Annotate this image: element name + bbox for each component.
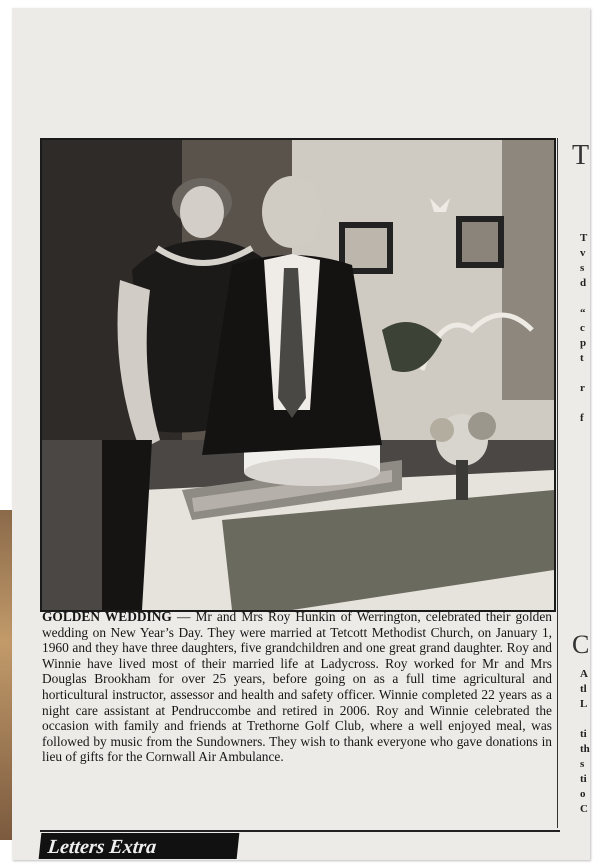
adjacent-column-line: s bbox=[580, 262, 585, 274]
adjacent-column-line: th bbox=[580, 743, 590, 755]
adjacent-column-line: d bbox=[580, 277, 587, 289]
adjacent-column-line: C bbox=[580, 803, 588, 815]
adjacent-column-line: r bbox=[580, 382, 585, 394]
adjacent-column-line bbox=[580, 713, 592, 728]
photo-caption bbox=[42, 609, 552, 765]
adjacent-column-line: L bbox=[580, 698, 588, 710]
section-title-banner bbox=[39, 833, 240, 859]
adjacent-column-line: A bbox=[580, 668, 588, 680]
adjacent-column-text-bottom bbox=[580, 668, 592, 818]
adjacent-column-line bbox=[580, 367, 592, 382]
column-rule bbox=[557, 138, 558, 828]
caption-body: — Mr and Mrs Roy Hunkin of Werrington, celebrated their golden wedding on New Year’s Day. They were married at Tetcott Methodist Church, on January 1, 1960 and they have three daughters, five grandchildren and one great grand daughter. Roy and Winnie have lived most of their married life at Ladycross. Roy worked for Mr and Mrs Douglas Brookham for over 25 years, before going on as a full time agricultural and horticultural instructor, assessor and health and safety officer. Winnie completed 22 years as a night care assistant at Pendruccombe and retired in 2006. Roy and Winnie celebrated the occasion with family and friends at Trethorne Golf Club, where a well enjoyed meal, was followed by music from the Sundowners. They wish to thank everyone who gave donations in lieu of gifts for the Cornwall Air Ambulance. bbox=[42, 609, 552, 765]
adjacent-column-text-top bbox=[580, 232, 592, 427]
adjacent-column-heading-2: C bbox=[572, 630, 590, 659]
adjacent-column-line: ti bbox=[580, 773, 587, 785]
section-rule bbox=[40, 830, 560, 832]
adjacent-column-line bbox=[580, 292, 592, 307]
photo-illustration bbox=[42, 140, 554, 610]
couple-photo bbox=[40, 138, 556, 612]
adjacent-column-line: ti bbox=[580, 728, 587, 740]
adjacent-column-line: tl bbox=[580, 683, 587, 695]
adjacent-column-line: v bbox=[580, 247, 586, 259]
adjacent-column-line: “ bbox=[580, 307, 586, 319]
adjacent-column-line: f bbox=[580, 412, 584, 424]
adjacent-column-line: s bbox=[580, 758, 585, 770]
adjacent-column-line bbox=[580, 397, 592, 412]
adjacent-column-line: t bbox=[580, 352, 584, 364]
adjacent-column-line: o bbox=[580, 788, 586, 800]
adjacent-column-line: c bbox=[580, 322, 585, 334]
adjacent-column-line: T bbox=[580, 232, 588, 244]
section-title: Letters Extra bbox=[46, 836, 158, 858]
adjacent-column-line: p bbox=[580, 337, 587, 349]
caption-headline: GOLDEN WEDDING bbox=[42, 609, 172, 624]
adjacent-column-heading: T bbox=[572, 140, 590, 171]
